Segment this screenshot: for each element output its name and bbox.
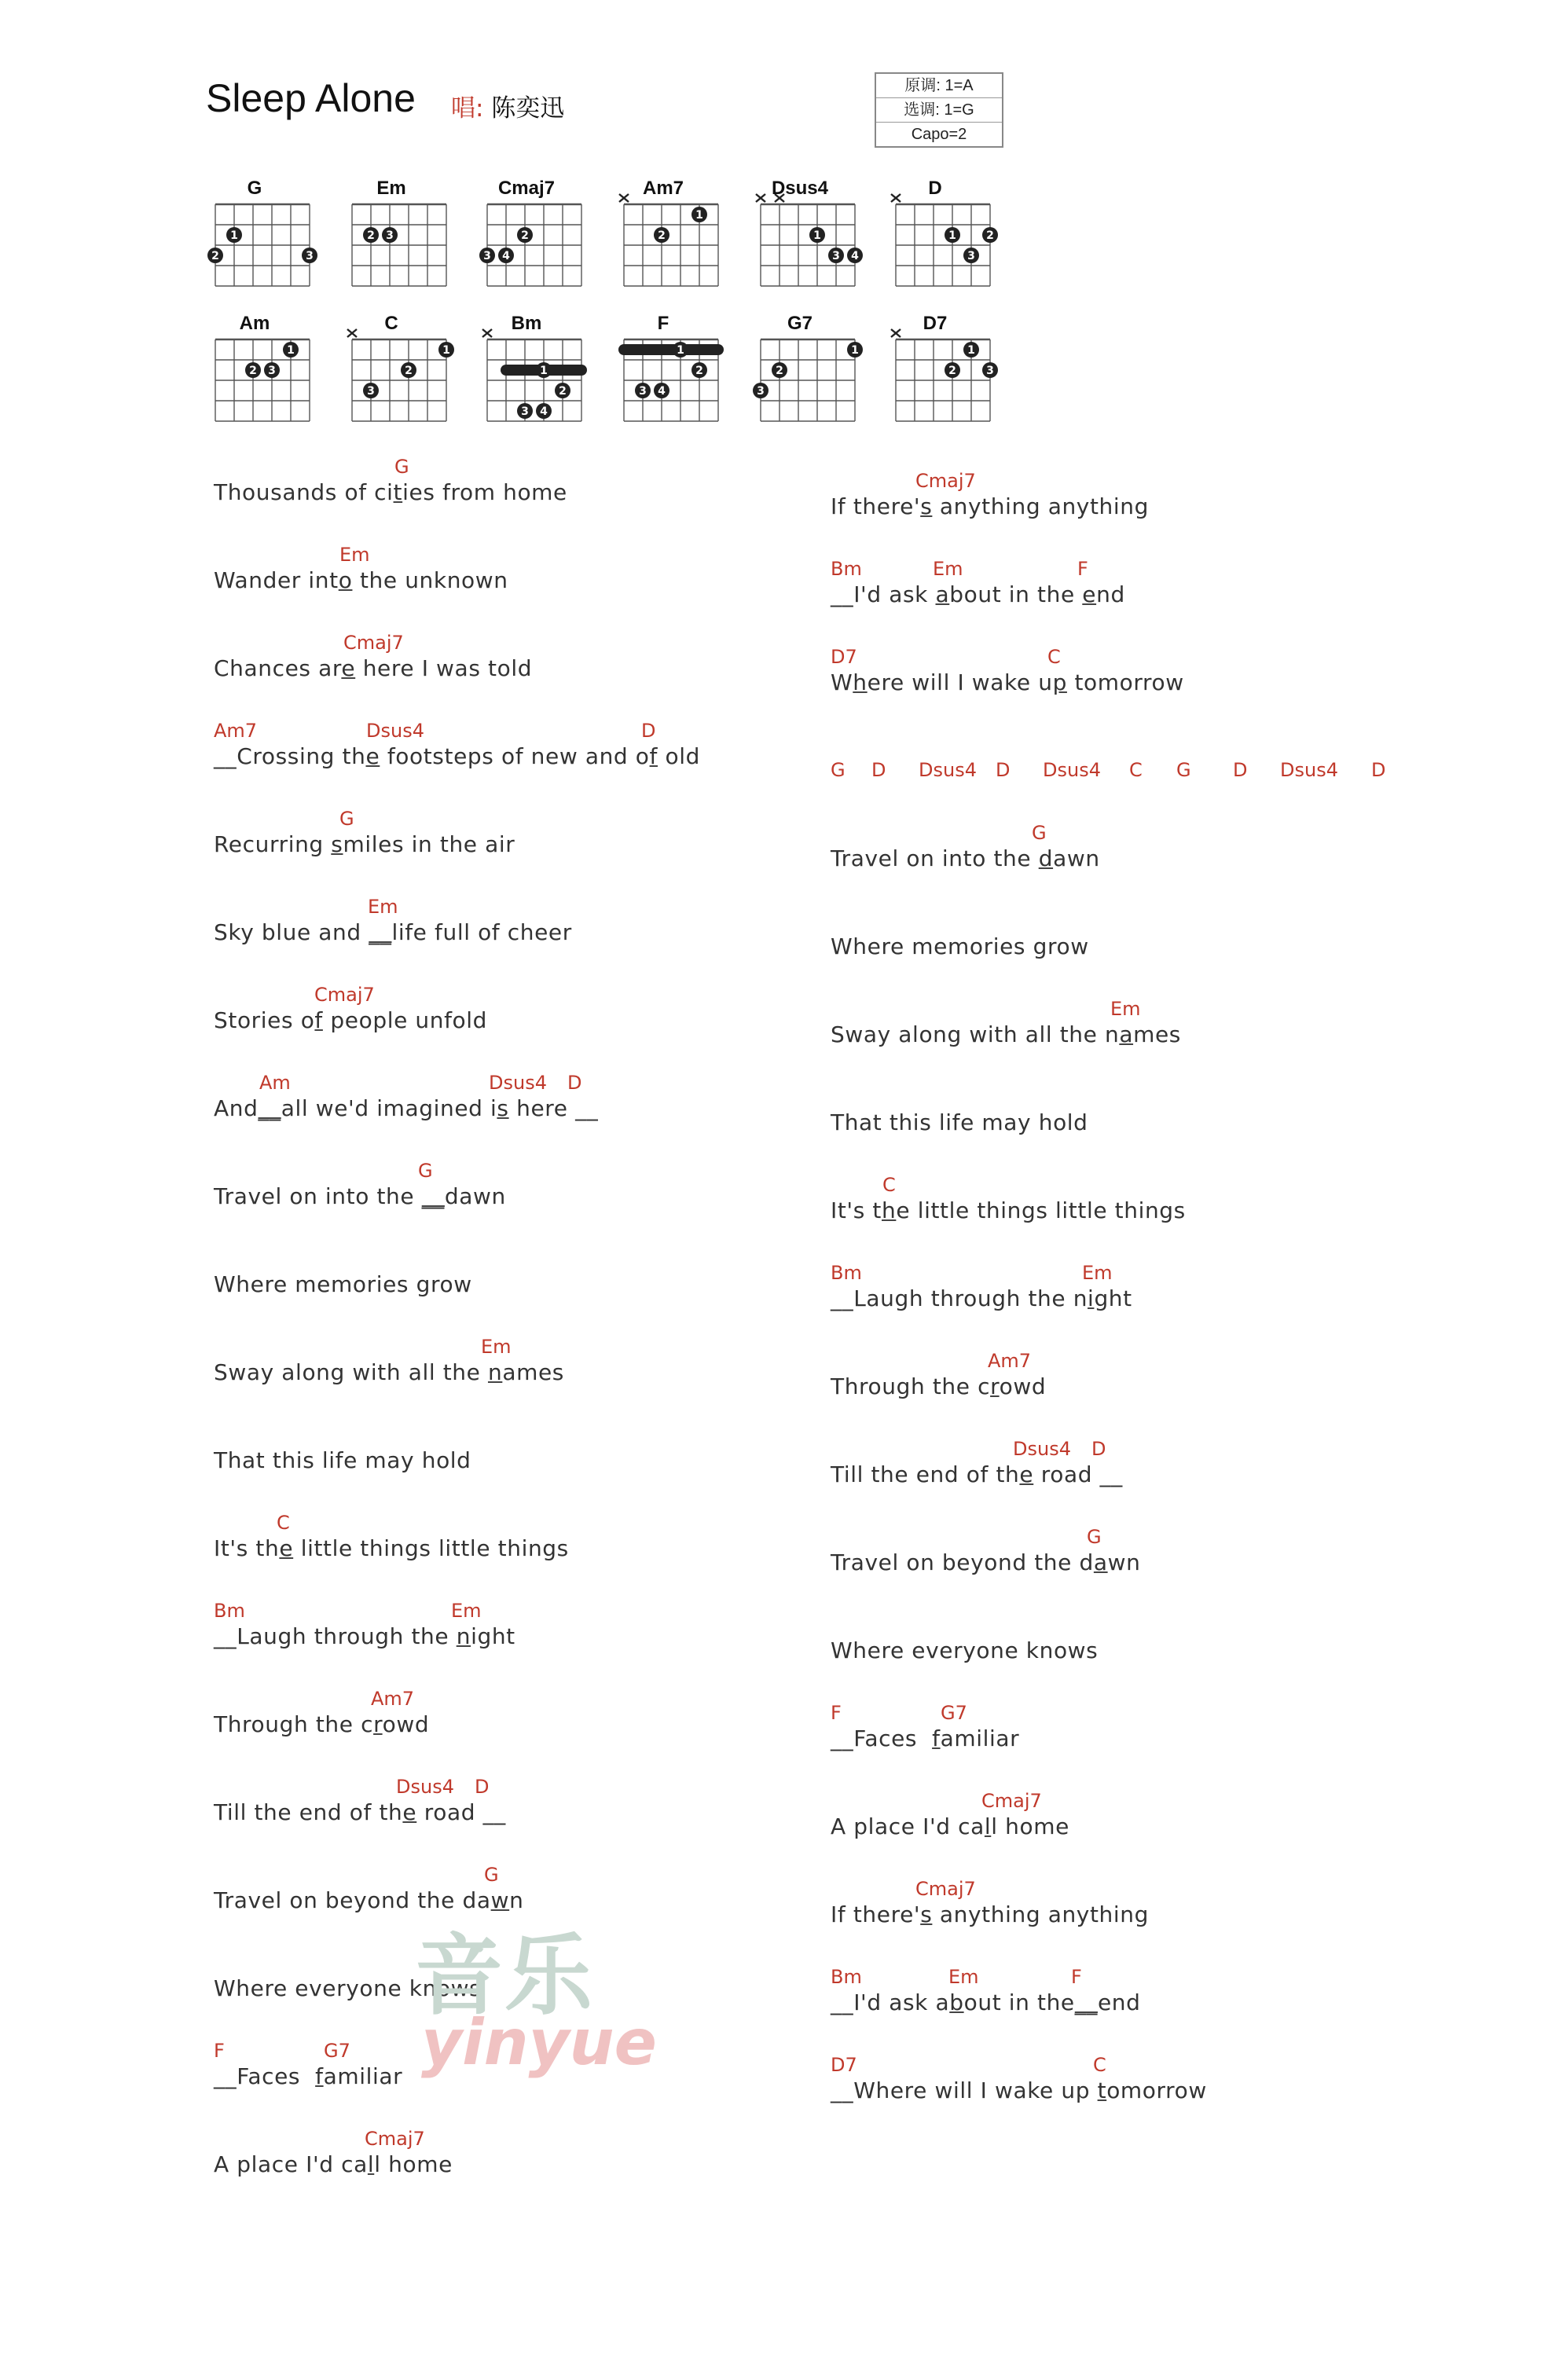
chord-label: D [641,720,656,742]
lyric-text: If there's anything anything [831,1901,1149,1927]
chord-label: D7 [831,2054,857,2076]
chord-chart-name: F [657,313,669,334]
svg-text:2: 2 [986,229,994,242]
chord-label: G [484,1864,499,1886]
key-info-box [875,72,1003,148]
watermark-cn: 音乐 [415,1925,594,2027]
lyric-text: __Where will I wake up tomorrow [831,2077,1207,2103]
interlude-chord: Dsus4 [1280,759,1338,781]
svg-text:3: 3 [757,385,765,398]
svg-text:2: 2 [695,365,703,377]
svg-text:2: 2 [776,365,783,377]
chord-label: C [1093,2054,1106,2076]
chord-label: Cmaj7 [981,1790,1042,1812]
svg-text:2: 2 [249,365,257,377]
lyric-line [214,544,858,632]
lyric-line [831,1350,1475,1438]
lyric-line [214,632,858,720]
chord-label: Bm [214,1600,245,1622]
chord-label: Em [481,1336,512,1358]
chord-label: Em [933,558,963,580]
lyric-text: Thousands of cities from home [214,479,567,505]
chord-chart [336,313,450,424]
chord-label: G [1087,1526,1102,1548]
svg-text:4: 4 [502,250,510,262]
singer-name: 陈奕迅 [491,94,565,123]
chord-label: F [214,2040,225,2062]
chord-label: Em [1110,998,1141,1020]
lyric-line [831,558,1475,646]
lyric-line [214,2040,858,2128]
chord-chart [608,314,718,424]
lyric-text: __I'd ask about in the end [831,581,1125,607]
chord-chart [608,179,718,289]
chord-label: F [1071,1966,1082,1988]
svg-text:1: 1 [230,229,238,242]
lyric-line [214,456,858,544]
svg-text:1: 1 [442,344,450,357]
lyric-line [831,1702,1475,1790]
chord-label: Dsus4 [1013,1438,1071,1460]
svg-text:3: 3 [986,365,994,377]
svg-text:4: 4 [658,385,666,398]
lyric-text: __Crossing the footsteps of new and of old [214,743,700,769]
lyric-text: It's the little things little things [214,1535,569,1561]
lyric-line [214,1600,858,1688]
lyric-line [214,1336,858,1424]
svg-text:1: 1 [540,365,548,377]
lyric-text: Through the crowd [831,1373,1047,1399]
chord-label: Bm [831,558,862,580]
svg-text:3: 3 [386,229,394,242]
lyric-line [214,1952,858,2040]
svg-text:1: 1 [948,229,956,242]
chord-label: Em [368,896,398,918]
lyric-line [214,2128,858,2216]
lyric-line [831,1966,1475,2054]
chord-chart-name: Dsus4 [771,178,829,199]
chord-chart [200,314,310,424]
singer [451,88,564,123]
chord-label: D7 [831,646,857,668]
lyric-line [214,984,858,1072]
svg-text:1: 1 [967,344,975,357]
lyric-line [831,1174,1475,1262]
chord-label: Am [259,1072,291,1094]
interlude-chord: D [871,759,886,781]
chord-chart-name: Cmaj7 [497,178,556,199]
lyric-text: __Faces familiar [214,2063,403,2089]
lyric-text: Till the end of the road __ [831,1461,1123,1487]
lyric-text: __Laugh through the night [831,1285,1132,1311]
lyric-line [214,1688,858,1776]
lyric-line [214,1424,858,1512]
chord-label: Em [339,544,370,566]
chord-label: Em [948,1966,979,1988]
chord-chart [745,313,859,424]
chord-label: Cmaj7 [314,984,375,1006]
lyric-line [214,1072,858,1160]
chord-label: G7 [941,1702,967,1724]
chord-chart-name: D [928,178,942,199]
lyric-text: Travel on beyond the dawn [214,1887,524,1913]
lyric-text: Where memories grow [214,1271,472,1297]
chord-chart-name: Am [239,313,270,334]
chord-chart-name: Am7 [642,178,684,199]
lyric-line [214,1248,858,1336]
lyric-line [831,1262,1475,1350]
svg-text:2: 2 [521,229,529,242]
chord-label: Bm [831,1966,862,1988]
selected-key: 选调: 1=G [876,98,1002,123]
chord-label: D [567,1072,582,1094]
lyric-text: Where everyone knows [831,1637,1099,1663]
chord-label: G [394,456,409,478]
chord-label: Am7 [214,720,258,742]
lyric-line [214,896,858,984]
lyric-line [214,1776,858,1864]
lyric-line [831,470,1475,558]
svg-text:3: 3 [306,250,314,262]
chord-label: Em [451,1600,482,1622]
chord-label: Dsus4 [396,1776,454,1798]
chord-label: C [277,1512,290,1534]
svg-text:3: 3 [967,250,975,262]
lyric-line [831,998,1475,1086]
lyric-text: Wander into the unknown [214,567,508,593]
svg-text:1: 1 [813,229,821,242]
chord-label: G [418,1160,433,1182]
svg-text:2: 2 [405,365,413,377]
svg-text:3: 3 [832,250,840,262]
lyric-line [831,1086,1475,1174]
lyric-line [214,808,858,896]
svg-text:2: 2 [559,385,567,398]
lyric-line [831,1438,1475,1526]
chord-label: D [475,1776,490,1798]
lyric-text: Sway along with all the names [214,1359,564,1385]
lyric-text: Travel on into the __dawn [214,1183,506,1209]
interlude-chord: D [1371,759,1386,781]
svg-text:2: 2 [367,229,375,242]
interlude-chord: Dsus4 [1043,759,1101,781]
interlude-chord: D [1233,759,1248,781]
chord-label: F [831,1702,842,1724]
chord-label: Em [1082,1262,1113,1284]
svg-text:3: 3 [268,365,276,377]
chord-chart-name: Em [376,178,406,199]
lyric-line [831,1878,1475,1966]
lyric-line [214,1864,858,1952]
chord-chart-name: G7 [787,313,813,334]
chord-chart [880,313,994,424]
svg-text:1: 1 [287,344,295,357]
lyric-line [831,822,1475,910]
lyric-text: Recurring smiles in the air [214,831,515,857]
lyric-text: Travel on into the dawn [831,845,1100,871]
chord-label: Cmaj7 [365,2128,425,2150]
chord-chart [471,314,581,424]
chord-label: Bm [831,1262,862,1284]
interlude-chord: D [996,759,1011,781]
lyric-text: Where will I wake up tomorrow [831,669,1184,695]
chord-chart [471,179,581,289]
lyric-line [214,1160,858,1248]
chord-chart [880,178,994,289]
svg-text:2: 2 [658,229,666,242]
chord-label: Dsus4 [366,720,424,742]
lyric-line [214,720,858,808]
svg-text:3: 3 [521,405,529,418]
original-key: 原调: 1=A [876,74,1002,98]
svg-text:1: 1 [677,344,684,357]
lyric-text: __Laugh through the night [214,1623,515,1649]
chord-label: G [1032,822,1047,844]
song-title: Sleep Alone [206,76,416,120]
lyric-line [831,910,1475,998]
capo: Capo=2 [911,126,967,143]
chord-chart-name: D7 [923,313,948,334]
lyric-text: That this life may hold [831,1109,1088,1135]
svg-text:1: 1 [695,209,703,222]
interlude-chord: G [831,759,846,781]
lyric-line [831,1614,1475,1702]
chord-label: Am7 [988,1350,1032,1372]
chord-label: Am7 [371,1688,415,1710]
lyric-text: Chances are here I was told [214,655,533,681]
chord-chart-name: C [384,313,398,334]
lyric-text: A place I'd call home [214,2151,453,2177]
lyric-text: Sway along with all the names [831,1021,1181,1047]
lyric-text: __I'd ask about in the__end [831,1989,1141,2015]
lyric-text: That this life may hold [214,1447,471,1473]
svg-text:3: 3 [639,385,647,398]
chord-label: G7 [324,2040,350,2062]
lyric-text: A place I'd call home [831,1813,1069,1839]
lyric-text: Travel on beyond the dawn [831,1549,1141,1575]
lyric-text: Sky blue and __life full of cheer [214,919,572,945]
lyric-text: It's the little things little things [831,1197,1186,1223]
chord-label: Cmaj7 [915,470,976,492]
svg-text:4: 4 [851,250,859,262]
svg-text:3: 3 [367,385,375,398]
lyric-text: Through the crowd [214,1711,430,1737]
svg-text:2: 2 [211,250,219,262]
interlude-chord: Dsus4 [919,759,977,781]
interlude-chord: G [1176,759,1191,781]
lyric-text: Where memories grow [831,933,1089,959]
chord-label: G [339,808,354,830]
chord-label: C [882,1174,896,1196]
chord-chart [336,179,446,289]
chord-chart-name: Bm [511,313,542,334]
lyric-text: And__all we'd imagined is here __ [214,1095,599,1121]
lyric-text: Stories of people unfold [214,1007,488,1033]
chord-label: C [1047,646,1061,668]
lyric-line [831,1526,1475,1614]
chord-label: Cmaj7 [915,1878,976,1900]
svg-text:1: 1 [851,344,859,357]
watermark-en: yinyue [421,2006,657,2079]
lyric-line [831,1790,1475,1878]
chord-chart [745,178,859,289]
chord-label: F [1077,558,1088,580]
interlude-chord: C [1129,759,1143,781]
chord-label: Dsus4 [489,1072,547,1094]
lyric-text: Till the end of the road __ [214,1799,506,1825]
chord-label: D [1091,1438,1106,1460]
svg-text:3: 3 [483,250,491,262]
lyric-line [214,1512,858,1600]
lyric-line [831,646,1475,734]
singer-label: 唱: [451,94,484,123]
chord-chart-name: G [247,178,262,199]
lyric-text: Where everyone knows [214,1975,482,2001]
lyric-line [831,2054,1475,2142]
svg-text:2: 2 [948,365,956,377]
lyric-text: __Faces familiar [831,1725,1020,1751]
interlude-chords [831,759,1428,790]
chord-chart [200,178,314,289]
lyric-text: If there's anything anything [831,493,1149,519]
svg-text:4: 4 [540,405,548,418]
chord-label: Cmaj7 [343,632,404,654]
